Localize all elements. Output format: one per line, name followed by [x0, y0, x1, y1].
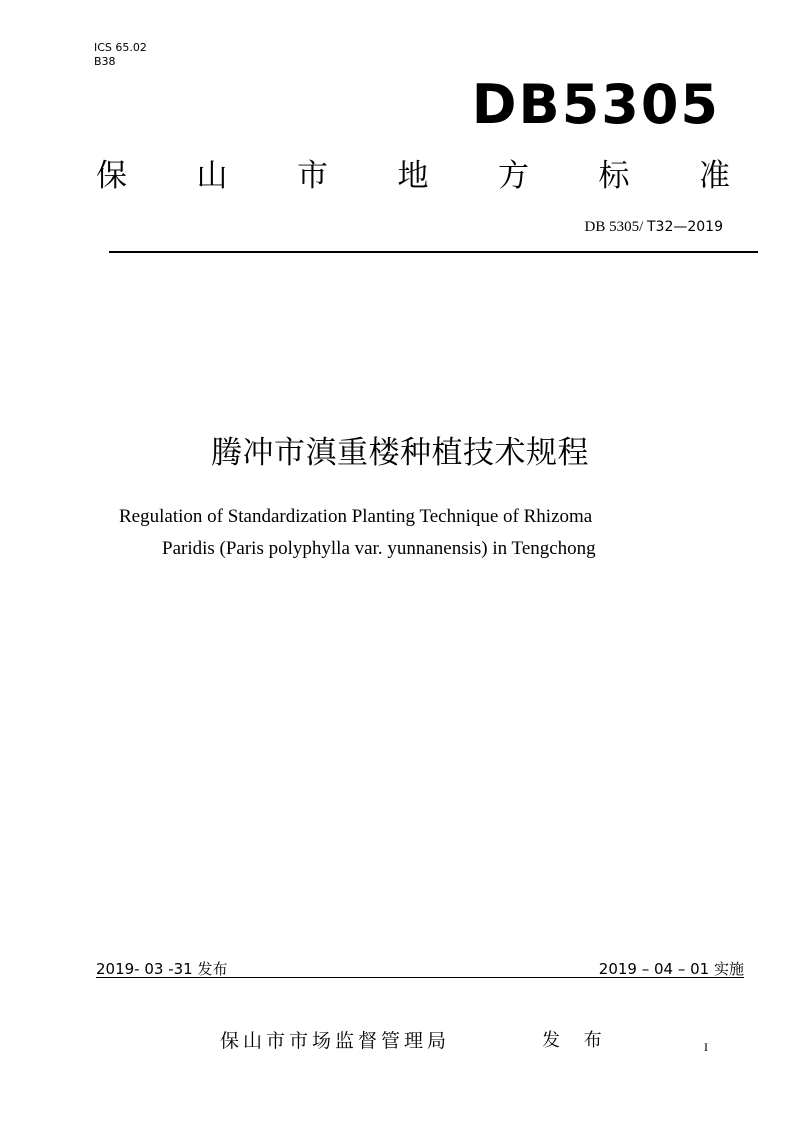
issue-date: 2019- 03 -31 发布	[96, 960, 228, 978]
publish-label: 发 布	[542, 1030, 611, 1051]
classification-codes	[94, 41, 147, 69]
implement-date-value: 2019 – 04 – 01	[598, 960, 710, 978]
implement-label: 实施	[713, 960, 744, 978]
document-number	[584, 217, 723, 237]
page-number: I	[704, 1040, 708, 1054]
document-number-prefix: DB 5305/	[584, 219, 644, 235]
header-divider	[109, 251, 758, 253]
standard-type-char: 市	[297, 158, 328, 194]
standard-type-char: 保	[96, 158, 127, 194]
standard-type-char: 准	[699, 158, 730, 194]
title-english-line-2: Paridis (Paris polyphylla var. yunnanensis) in Tengchong	[162, 538, 596, 559]
ics-code: ICS 65.02	[94, 41, 147, 54]
standard-type-char: 方	[498, 158, 529, 194]
footer-divider	[96, 977, 744, 978]
standard-type-heading	[96, 155, 730, 197]
standard-type-char: 标	[598, 158, 630, 194]
standard-type-char: 地	[397, 158, 429, 194]
title-english-line-1: Regulation of Standardization Planting Technique of Rhizoma	[119, 506, 593, 527]
ccs-code: B38	[94, 55, 116, 68]
title-chinese: 腾冲市滇重楼种植技术规程	[211, 435, 589, 471]
standard-code-heading: DB5305	[471, 73, 720, 136]
document-number-series: T32—2019	[647, 219, 723, 235]
standard-type-char: 山	[196, 158, 228, 194]
issuing-authority: 保山市市场监督管理局	[220, 1030, 451, 1052]
